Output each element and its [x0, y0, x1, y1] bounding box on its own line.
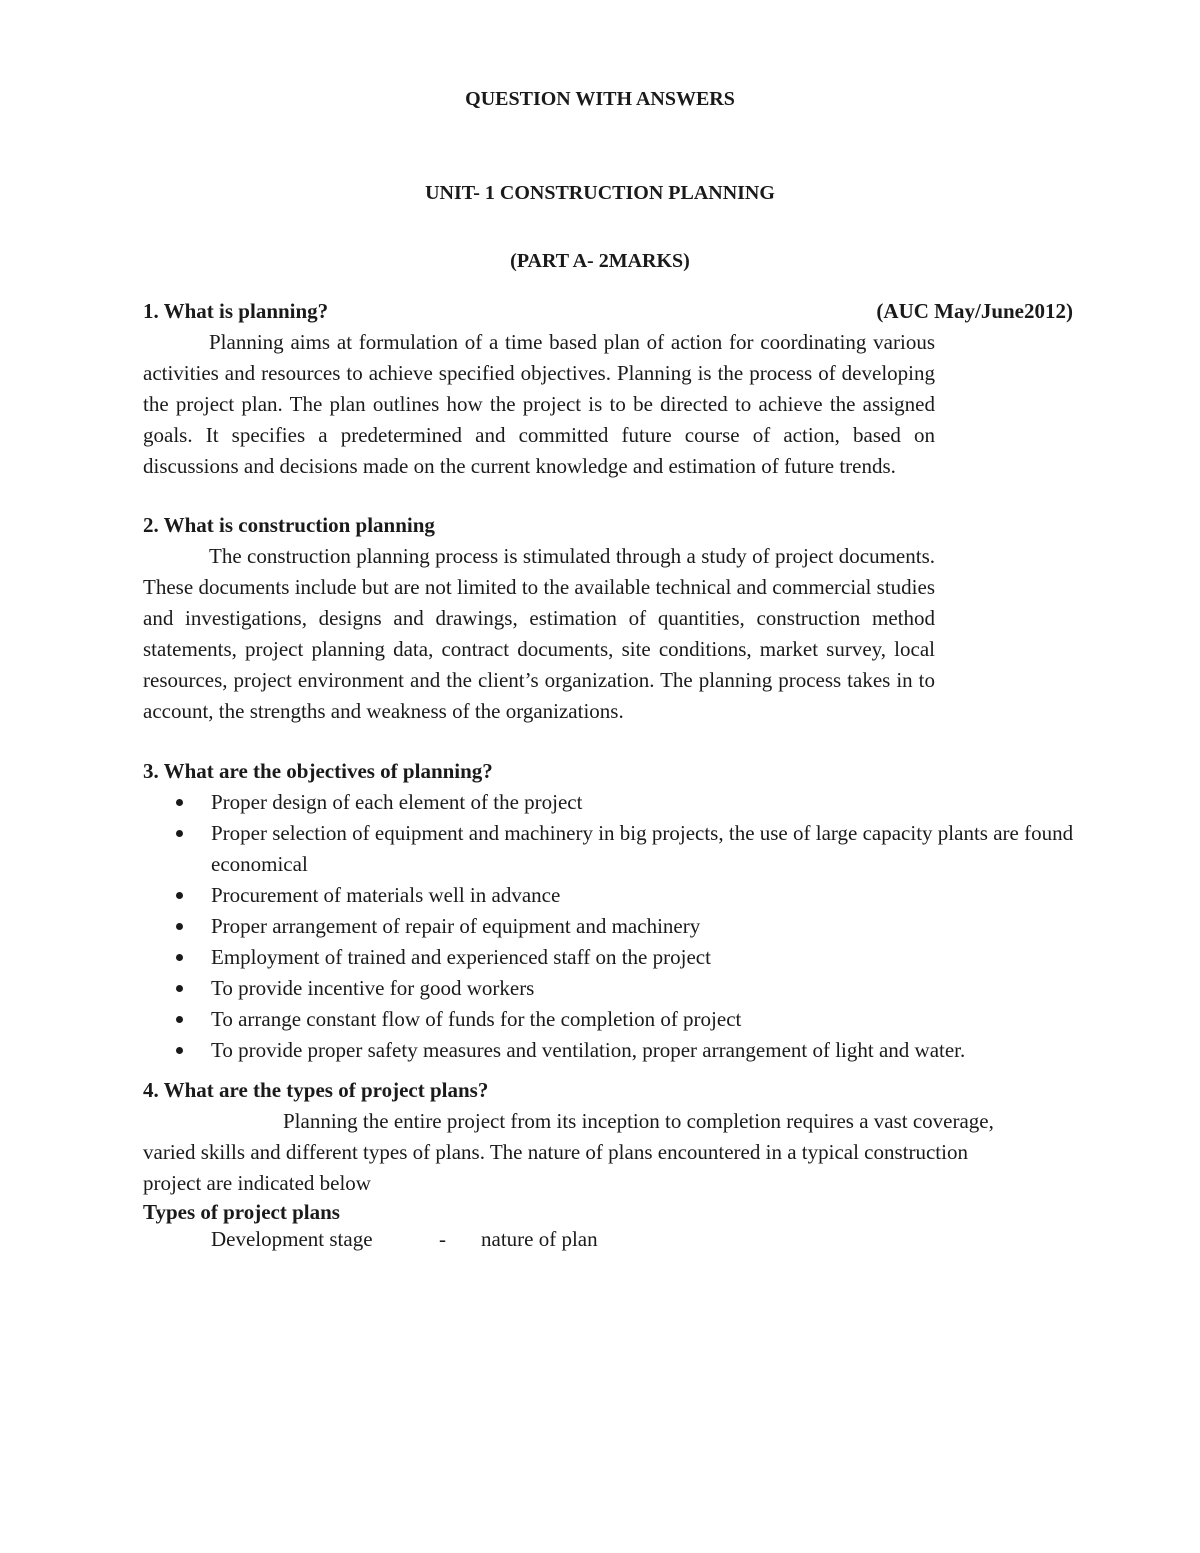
bullet-icon	[176, 1047, 183, 1054]
question-1-heading	[143, 299, 1073, 324]
question-3-heading	[143, 759, 1073, 784]
table-row	[211, 1227, 598, 1252]
answer-2	[143, 541, 935, 727]
list-item: To provide incentive for good workers	[143, 973, 1083, 1004]
question-1-text: 1. What is planning?	[143, 299, 329, 323]
document-title: QUESTION WITH ANSWERS	[465, 88, 735, 110]
unit-heading: UNIT- 1 CONSTRUCTION PLANNING	[425, 182, 775, 204]
list-item: To provide proper safety measures and ventilation, proper arrangement of light and water.	[143, 1035, 1083, 1066]
bullet-icon	[176, 985, 183, 992]
objectives-list	[143, 787, 1083, 1066]
bullet-icon	[176, 923, 183, 930]
answer-4-text: Planning the entire project from its inception to completion requires a vast coverage, varied skills and different types of plans. The nature of plans encountered in a typical construction project are indicated below	[143, 1109, 994, 1195]
answer-4	[143, 1106, 1003, 1199]
types-subheading-text: Types of project plans	[143, 1200, 340, 1224]
table-cell-nature: nature of plan	[481, 1227, 598, 1251]
question-2-text: 2. What is construction planning	[143, 513, 435, 537]
list-item: To arrange constant flow of funds for the completion of project	[143, 1004, 1083, 1035]
list-item: Proper arrangement of repair of equipment and machinery	[143, 911, 1083, 942]
types-subheading	[143, 1200, 1073, 1225]
bullet-icon	[176, 954, 183, 961]
table-cell-dash: -	[439, 1227, 446, 1251]
answer-2-text: The construction planning process is stimulated through a study of project documents. These documents include but are not limited to the available technical and commercial studies and investigations, designs and drawings, estimation of quantities, construction method statements, project planning data, contract documents, site conditions, market survey, local resources, project environment and the client’s organization. The planning process takes in to account, the strengths and weakness of the organizations.	[143, 544, 935, 723]
answer-1	[143, 327, 935, 482]
list-item: Employment of trained and experienced staff on the project	[143, 942, 1083, 973]
bullet-icon	[176, 1016, 183, 1023]
bullet-icon	[176, 799, 183, 806]
answer-1-text: Planning aims at formulation of a time based plan of action for coordinating various activities and resources to achieve specified objectives. Planning is the process of developing the project plan. The plan outlines how the project is to be directed to achieve the assigned goals. It specifies a predetermined and committed future course of action, based on discussions and decisions made on the current knowledge and estimation of future trends.	[143, 330, 935, 478]
list-item: Proper design of each element of the project	[143, 787, 1083, 818]
question-3-text: 3. What are the objectives of planning?	[143, 759, 493, 783]
part-heading: (PART A- 2MARKS)	[510, 250, 690, 272]
question-4-heading	[143, 1078, 1073, 1103]
question-1-reference: (AUC May/June2012)	[876, 299, 1073, 323]
bullet-icon	[176, 830, 183, 837]
list-item: Procurement of materials well in advance	[143, 880, 1083, 911]
list-item: Proper selection of equipment and machinery in big projects, the use of large capacity plants are found economical	[143, 818, 1083, 880]
question-2-heading	[143, 513, 1073, 538]
bullet-icon	[176, 892, 183, 899]
table-cell-stage: Development stage	[211, 1227, 373, 1251]
question-4-text: 4. What are the types of project plans?	[143, 1078, 489, 1102]
